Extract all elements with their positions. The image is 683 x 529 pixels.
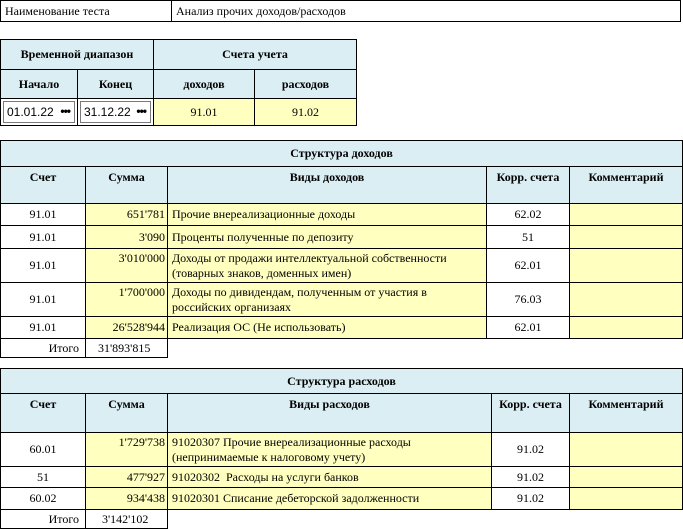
expense-col-amount: Сумма <box>85 393 168 433</box>
income-row-account: 91.01 <box>0 282 86 317</box>
expense-col-kind: Виды расходов <box>167 393 492 433</box>
expense-row-amount[interactable]: 477'927 <box>85 466 168 488</box>
expense-structure-title: Структура расходов <box>0 368 683 394</box>
income-row-corr: 62.01 <box>486 248 570 283</box>
expense-row-account: 51 <box>0 466 86 488</box>
income-row-kind[interactable]: Доходы по дивидендам, полученным от участия в российских организаях <box>167 282 487 317</box>
expense-row-corr: 91.02 <box>491 432 570 467</box>
income-total-label: Итого <box>0 338 86 358</box>
income-structure-title: Структура доходов <box>0 140 683 167</box>
start-date-input[interactable] <box>3 101 75 123</box>
income-row-amount[interactable]: 651'781 <box>85 203 168 226</box>
income-col-amount: Сумма <box>85 166 168 204</box>
income-row-account: 91.01 <box>0 248 86 283</box>
income-row-corr: 62.01 <box>486 316 570 339</box>
expense-row-kind[interactable]: 91020307 Прочие внереализационные расходы (непринимаемые к налоговому учету) <box>167 432 492 467</box>
income-row-kind[interactable]: Проценты полученные по депозиту <box>167 225 487 249</box>
end-date-cell <box>77 98 154 126</box>
income-row-comment[interactable] <box>569 203 683 226</box>
income-row-kind[interactable]: Реализация ОС (Не использовать) <box>167 316 487 339</box>
expense-row-corr: 91.02 <box>491 487 570 510</box>
expense-row-account: 60.02 <box>0 487 86 510</box>
end-date-value: 31.12.22 <box>84 105 131 119</box>
income-row-comment[interactable] <box>569 248 683 283</box>
income-row-amount[interactable]: 3'090 <box>85 225 168 249</box>
income-row-comment[interactable] <box>569 225 683 249</box>
test-name-label: Наименование теста <box>0 0 172 22</box>
income-row-account: 91.01 <box>0 225 86 249</box>
income-row-amount[interactable]: 26'528'944 <box>85 316 168 339</box>
expense-row-kind[interactable]: 91020302 Расходы на услуги банков <box>167 466 492 488</box>
start-date-cell <box>0 98 78 126</box>
income-row-amount[interactable]: 1'700'000 <box>85 282 168 317</box>
income-row-corr: 51 <box>486 225 570 249</box>
income-row-comment[interactable] <box>569 282 683 317</box>
expense-row-corr: 91.02 <box>491 466 570 488</box>
expense-total-value: 3'142'102 <box>85 509 168 529</box>
expense-row-comment[interactable] <box>569 432 683 467</box>
income-row-kind[interactable]: Прочие внереализационные доходы <box>167 203 487 226</box>
expense-row-comment[interactable] <box>569 487 683 510</box>
income-row-account: 91.01 <box>0 316 86 339</box>
income-row-kind[interactable]: Доходы от продажи интеллектуальной собственности (товарных знаков, доменных имен) <box>167 248 487 283</box>
expense-row-kind[interactable]: 91020301 Списание дебеторской задолженности <box>167 487 492 510</box>
end-date-input[interactable] <box>80 101 151 123</box>
range-header: Временной диапазон <box>0 39 154 70</box>
income-account-label: доходов <box>153 69 255 99</box>
expense-row-account: 60.01 <box>0 432 86 467</box>
income-row-corr: 76.03 <box>486 282 570 317</box>
income-col-corr: Корр. счета <box>486 166 570 204</box>
expense-account-label: расходов <box>254 69 357 99</box>
start-date-value: 01.01.22 <box>7 105 54 119</box>
income-row-comment[interactable] <box>569 316 683 339</box>
income-account-value[interactable]: 91.01 <box>153 98 255 126</box>
expense-col-corr: Корр. счета <box>491 393 570 433</box>
expense-total-label: Итого <box>0 509 86 529</box>
income-total-value: 31'893'815 <box>85 338 168 358</box>
income-col-comment: Комментарий <box>569 166 683 204</box>
income-col-account: Счет <box>0 166 86 204</box>
end-date-picker-icon[interactable]: ••• <box>136 104 146 118</box>
start-date-picker-icon[interactable]: ••• <box>60 104 70 118</box>
expense-col-account: Счет <box>0 393 86 433</box>
start-date-label: Начало <box>0 69 78 99</box>
end-date-label: Конец <box>77 69 154 99</box>
expense-col-comment: Комментарий <box>569 393 683 433</box>
expense-row-amount[interactable]: 934'438 <box>85 487 168 510</box>
income-row-account: 91.01 <box>0 203 86 226</box>
income-row-amount[interactable]: 3'010'000 <box>85 248 168 283</box>
accounts-header: Счета учета <box>153 39 357 70</box>
expense-row-amount[interactable]: 1'729'738 <box>85 432 168 467</box>
income-row-corr: 62.02 <box>486 203 570 226</box>
income-col-kind: Виды доходов <box>167 166 487 204</box>
expense-account-value[interactable]: 91.02 <box>254 98 357 126</box>
test-name-value: Анализ прочих доходов/расходов <box>171 0 681 22</box>
expense-row-comment[interactable] <box>569 466 683 488</box>
